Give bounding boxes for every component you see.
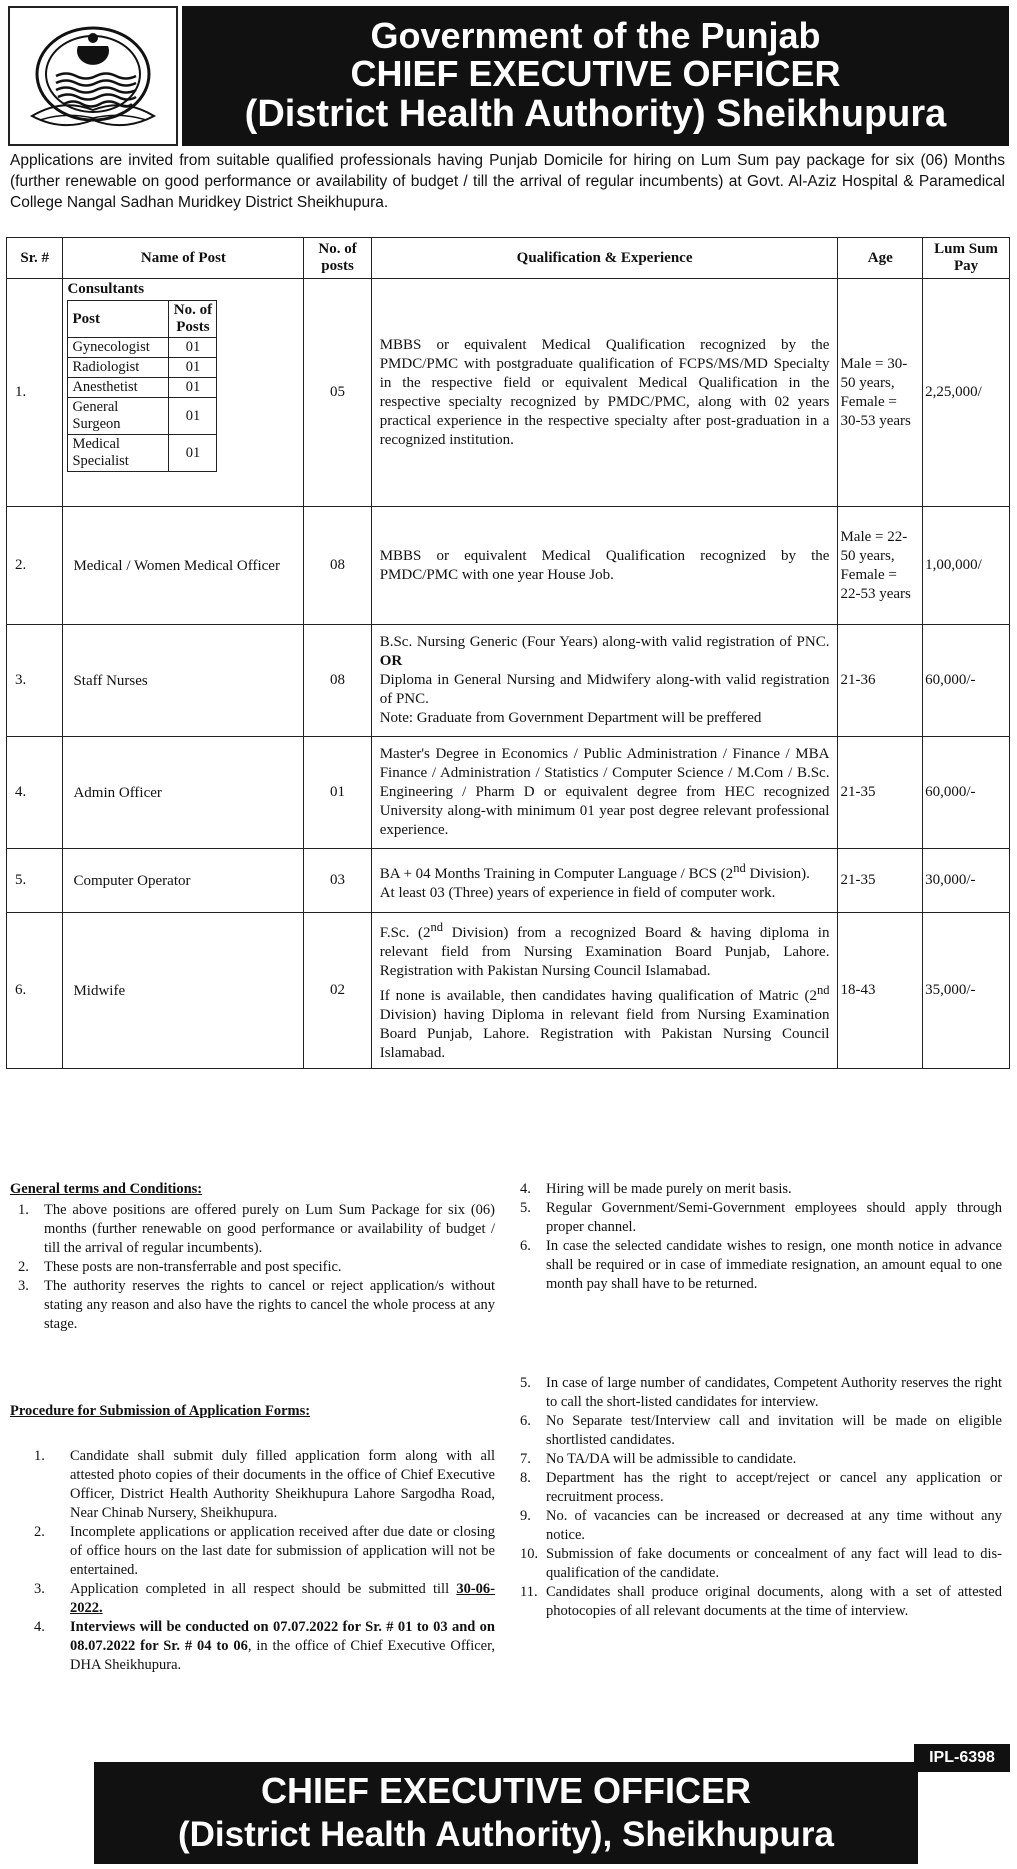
consultants-head-post: Post bbox=[68, 301, 169, 338]
row-age: 21-35 bbox=[838, 849, 923, 913]
procedure-title: Procedure for Submission of Application Forms: bbox=[10, 1403, 311, 1419]
row-post: Admin Officer bbox=[63, 737, 304, 849]
row-sr: 5. bbox=[7, 849, 63, 913]
general-terms-left bbox=[10, 1180, 495, 1334]
row-pay: 30,000/- bbox=[923, 849, 1010, 913]
footer-line-1: CHIEF EXECUTIVE OFFICER bbox=[260, 1770, 752, 1811]
list-item: 10. Submission of fake documents or concealment of any fact will lead to dis-qualification of the candidate. bbox=[520, 1546, 1002, 1581]
table-header-row bbox=[7, 238, 1010, 279]
list-item: 11. Candidates shall produce original documents, along with a set of attested photocopies of all relevant documents at the time of interview. bbox=[520, 1584, 1002, 1619]
list-item: 3. The authority reserves the rights to cancel or reject application/s without stating any reason and also have the rights to cancel the whole process at any stage. bbox=[18, 1278, 495, 1332]
row-qual: BA + 04 Months Training in Computer Language / BCS (2nd Division). At least 03 (Three) years of experience in field of computer work. bbox=[371, 849, 838, 913]
row-qual: F.Sc. (2nd Division) from a recognized Board & having diploma in relevant field from Nursing Examination Board Punjab, Lahore. Registration with Pakistan Nursing Council Islamabad. If none is available, then candidates having qualification of Matric (2nd Division) having Diploma in relevant field from Nursing Examination Board Punjab, Lahore. Registration with Pakistan Nursing Council Islamabad. bbox=[371, 913, 838, 1069]
list-item: 2. Incomplete applications or application received after due date or closing of office hours on the last date for submission of application will not be entertained. bbox=[34, 1524, 495, 1578]
table-row bbox=[7, 849, 1010, 913]
list-item: 4. Interviews will be conducted on 07.07.2022 for Sr. # 01 to 03 and on 08.07.2022 for Sr. # 04 to 06, in the office of Chief Executive Officer, DHA Sheikhupura. bbox=[34, 1619, 495, 1673]
procedure-right bbox=[512, 1374, 1002, 1621]
col-header-num: No. of posts bbox=[304, 238, 371, 279]
row-sr: 3. bbox=[7, 625, 63, 737]
row-qual: Master's Degree in Economics / Public Administration / Finance / MBA Finance / Administration / Statistics / Computer Science / M.Com / B.Sc. Engineering / Pharm D or equivalent degree from HEC recognized University along-with minimum 01 year post degree relevant professional experience. bbox=[371, 737, 838, 849]
col-header-sr: Sr. # bbox=[7, 238, 63, 279]
consultant-row: Gynecologist 01 bbox=[68, 338, 217, 358]
list-item: 4. Hiring will be made purely on merit basis. bbox=[520, 1181, 792, 1197]
row-qual: B.Sc. Nursing Generic (Four Years) along-with valid registration of PNC. OR Diploma in General Nursing and Midwifery along-with valid registration of PNC. Note: Graduate from Government Department will be preffered bbox=[371, 625, 838, 737]
list-item: 7. No TA/DA will be admissible to candidate. bbox=[520, 1451, 797, 1467]
consultants-cell bbox=[63, 279, 304, 507]
col-header-qual: Qualification & Experience bbox=[371, 238, 838, 279]
list-item: 1. Candidate shall submit duly filled application form along with all attested photo copies of their documents in the office of Chief Executive Officer, District Health Authority Sheikhupura Lahore Sargodha Road, Near Chinab Nursery, Sheikhupura. bbox=[34, 1448, 495, 1521]
header-title-banner bbox=[182, 6, 1009, 146]
row-num: 02 bbox=[304, 913, 371, 1069]
table-row bbox=[7, 737, 1010, 849]
intro-paragraph: Applications are invited from suitable qualified professionals having Punjab Domicile for hiring on Lum Sum pay package for six (06) Months (further renewable on good performance or availability of budget / till the arrival of regular incumbents) at Govt. Al-Aziz Hospital & Paramedical College Nangal Sadhan Muridkey District Sheikhupura. bbox=[10, 152, 1005, 211]
footer-line-2: (District Health Authority), Sheikhupura bbox=[178, 1815, 834, 1854]
row-pay: 60,000/- bbox=[923, 625, 1010, 737]
list-item: 6. No Separate test/Interview call and invitation will be made on eligible shortlisted candidates. bbox=[520, 1413, 1002, 1448]
row-pay: 2,25,000/ bbox=[923, 279, 1010, 507]
header-line-3: (District Health Authority) Sheikhupura bbox=[244, 93, 947, 136]
table-row bbox=[7, 279, 1010, 507]
row-sr: 1. bbox=[7, 279, 63, 507]
list-item: 3. Application completed in all respect should be submitted till 30-06-2022. bbox=[34, 1581, 495, 1616]
emblem-icon bbox=[18, 16, 168, 136]
list-item: 9. No. of vacancies can be increased or decreased at any time without any notice. bbox=[520, 1508, 1002, 1543]
header-line-1: Government of the Punjab bbox=[370, 14, 821, 56]
consultants-title: Consultants bbox=[67, 281, 145, 297]
row-post: Staff Nurses bbox=[63, 625, 304, 737]
table-row bbox=[7, 625, 1010, 737]
col-header-post: Name of Post bbox=[63, 238, 304, 279]
row-qual: MBBS or equivalent Medical Qualification recognized by the PMDC/PMC with one year House Job. bbox=[371, 507, 838, 625]
row-pay: 60,000/- bbox=[923, 737, 1010, 849]
row-age: Male = 30-50 years, Female = 30-53 years bbox=[838, 279, 923, 507]
general-terms-title: General terms and Conditions: bbox=[10, 1181, 203, 1197]
row-num: 08 bbox=[304, 625, 371, 737]
punjab-emblem-logo bbox=[8, 6, 178, 146]
row-pay: 35,000/- bbox=[923, 913, 1010, 1069]
consultants-table bbox=[67, 300, 217, 472]
table-row bbox=[7, 913, 1010, 1069]
footer-banner bbox=[94, 1762, 918, 1864]
col-header-age: Age bbox=[838, 238, 923, 279]
row-age: Male = 22-50 years, Female = 22-53 years bbox=[838, 507, 923, 625]
table-row bbox=[7, 507, 1010, 625]
list-item: 5. Regular Government/Semi-Government employees should apply through proper channel. bbox=[520, 1200, 1002, 1235]
row-post: Midwife bbox=[63, 913, 304, 1069]
consultant-row: General Surgeon 01 bbox=[68, 398, 217, 435]
row-qual: MBBS or equivalent Medical Qualification recognized by the PMDC/PMC with postgraduate qualification of FCPS/MS/MD Specialty in the respective field or equivalent Medical Qualification in the respective specialty recognized by PMDC/PMC, along with 02 years practical experience in the respective specialty after post-graduation in a recognized institution. bbox=[371, 279, 838, 507]
procedure-section bbox=[10, 1402, 495, 1675]
row-sr: 4. bbox=[7, 737, 63, 849]
consultant-row: Anesthetist 01 bbox=[68, 378, 217, 398]
consultant-row: Radiologist 01 bbox=[68, 358, 217, 378]
row-sr: 6. bbox=[7, 913, 63, 1069]
col-header-pay: Lum Sum Pay bbox=[923, 238, 1010, 279]
row-age: 18-43 bbox=[838, 913, 923, 1069]
row-pay: 1,00,000/ bbox=[923, 507, 1010, 625]
list-item: 6. In case the selected candidate wishes to resign, one month notice in advance shall be required or in case of immediate resignation, an amount equal to one month pay shall have to be returned. bbox=[520, 1238, 1002, 1292]
row-sr: 2. bbox=[7, 507, 63, 625]
list-item: 5. In case of large number of candidates, Competent Authority reserves the right to call the short-listed candidates for interview. bbox=[520, 1375, 1002, 1410]
consultants-head-num: No. of Posts bbox=[169, 301, 217, 338]
row-post: Computer Operator bbox=[63, 849, 304, 913]
list-item: 2. These posts are non-transferrable and post specific. bbox=[18, 1259, 342, 1275]
header-line-2: CHIEF EXECUTIVE OFFICER bbox=[350, 53, 841, 95]
list-item: 8. Department has the right to accept/reject or cancel any application or recruitment process. bbox=[520, 1470, 1002, 1505]
row-age: 21-36 bbox=[838, 625, 923, 737]
ipl-reference-badge: IPL-6398 bbox=[914, 1744, 1010, 1772]
row-num: 08 bbox=[304, 507, 371, 625]
list-item: 1. The above positions are offered purely on Lum Sum Package for six (06) months (further renewable on good performance or availability of budget / till the arrival of regular incumbents). bbox=[18, 1202, 495, 1256]
posts-table bbox=[6, 237, 1010, 1069]
consultant-row: Medical Specialist 01 bbox=[68, 435, 217, 472]
row-post: Medical / Women Medical Officer bbox=[63, 507, 304, 625]
row-num: 05 bbox=[304, 279, 371, 507]
header bbox=[8, 6, 1009, 146]
general-terms-right bbox=[512, 1180, 1002, 1294]
row-age: 21-35 bbox=[838, 737, 923, 849]
row-num: 03 bbox=[304, 849, 371, 913]
row-num: 01 bbox=[304, 737, 371, 849]
